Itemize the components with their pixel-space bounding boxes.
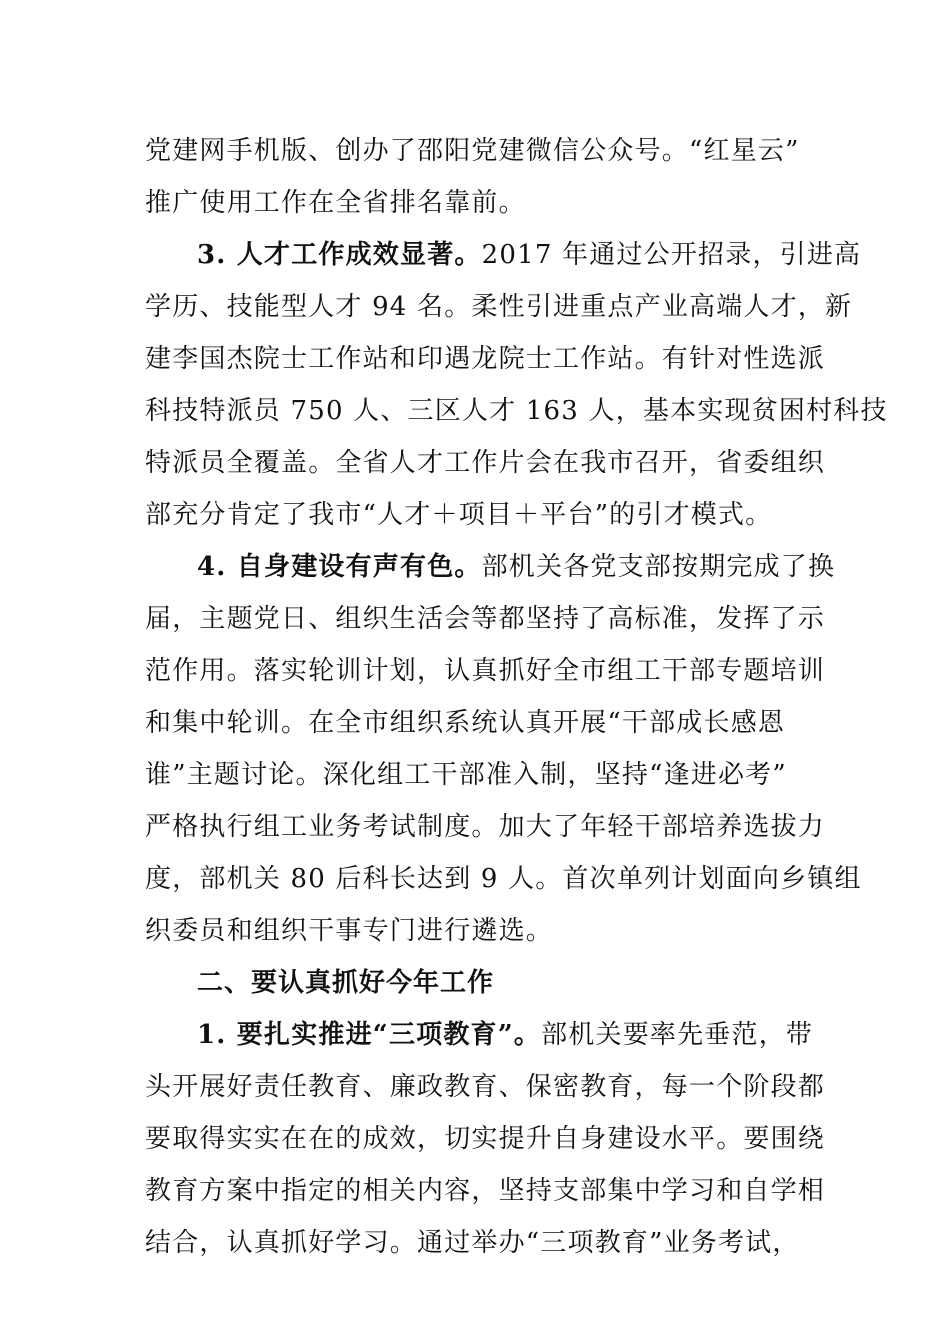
item-1-first-line [145,1009,814,1061]
text-line: 学历、技能型人才 94 名。柔性引进重点产业高端人才，新 [145,292,853,322]
text-line: 要取得实实在在的成效，切实提升自身建设水平。要围绕 [145,1124,826,1154]
paragraph-4-title: 4. 自身建设有声有色。 [197,552,482,582]
section-heading: 二、要认真抓好今年工作 [197,968,495,998]
paragraph-4-first-line [145,541,836,593]
document-body [145,125,888,1269]
paragraph-3-year-text: 2017 年通过公开招录， [481,240,780,270]
paragraph-3-title: 3. 人才工作成效显著。 [197,240,482,270]
text-line: 结合，认真抓好学习。通过举办“三项教育”业务考试， [145,1228,800,1258]
text-line: 特派员全覆盖。全省人才工作片会在我市召开，省委组织 [145,448,826,478]
paragraph-3-first-line [145,229,862,281]
text-line: 度，部机关 80 后科长达到 9 人。首次单列计划面向乡镇组 [145,864,862,894]
paragraph-4-text: 部机关各党支部按期完成了换 [481,552,836,582]
text-line: 党建网手机版、创办了邵阳党建微信公众号。“红星云” [145,136,800,166]
text-line: 织委员和组织干事专门进行遴选。 [145,916,554,946]
text-line: 届，主题党日、组织生活会等都坚持了高标准，发挥了示 [145,604,826,634]
text-line: 建李国杰院士工作站和印遇龙院士工作站。有针对性选派 [145,344,826,374]
text-line: 严格执行组工业务考试制度。加大了年轻干部培养选拔力 [145,812,826,842]
text-line: 谁”主题讨论。深化组工干部准入制，坚持“逢进必考” [145,760,787,790]
paragraph-3-text: 引进高 [779,240,862,270]
text-line: 头开展好责任教育、廉政教育、保密教育，每一个阶段都 [145,1072,826,1102]
text-line: 范作用。落实轮训计划，认真抓好全市组工干部专题培训 [145,656,826,686]
item-1-text: 部机关要率先垂范，带 [541,1020,814,1050]
text-line: 部充分肯定了我市“人才＋项目＋平台”的引才模式。 [145,500,773,530]
text-line: 科技特派员 750 人、三区人才 163 人，基本实现贫困村科技 [145,396,888,426]
text-line: 教育方案中指定的相关内容，坚持支部集中学习和自学相 [145,1176,826,1206]
item-1-title: 1. 要扎实推进“三项教育”。 [197,1020,542,1050]
text-line: 和集中轮训。在全市组织系统认真开展“干部成长感恩 [145,708,786,738]
text-line: 推广使用工作在全省排名靠前。 [145,188,526,218]
